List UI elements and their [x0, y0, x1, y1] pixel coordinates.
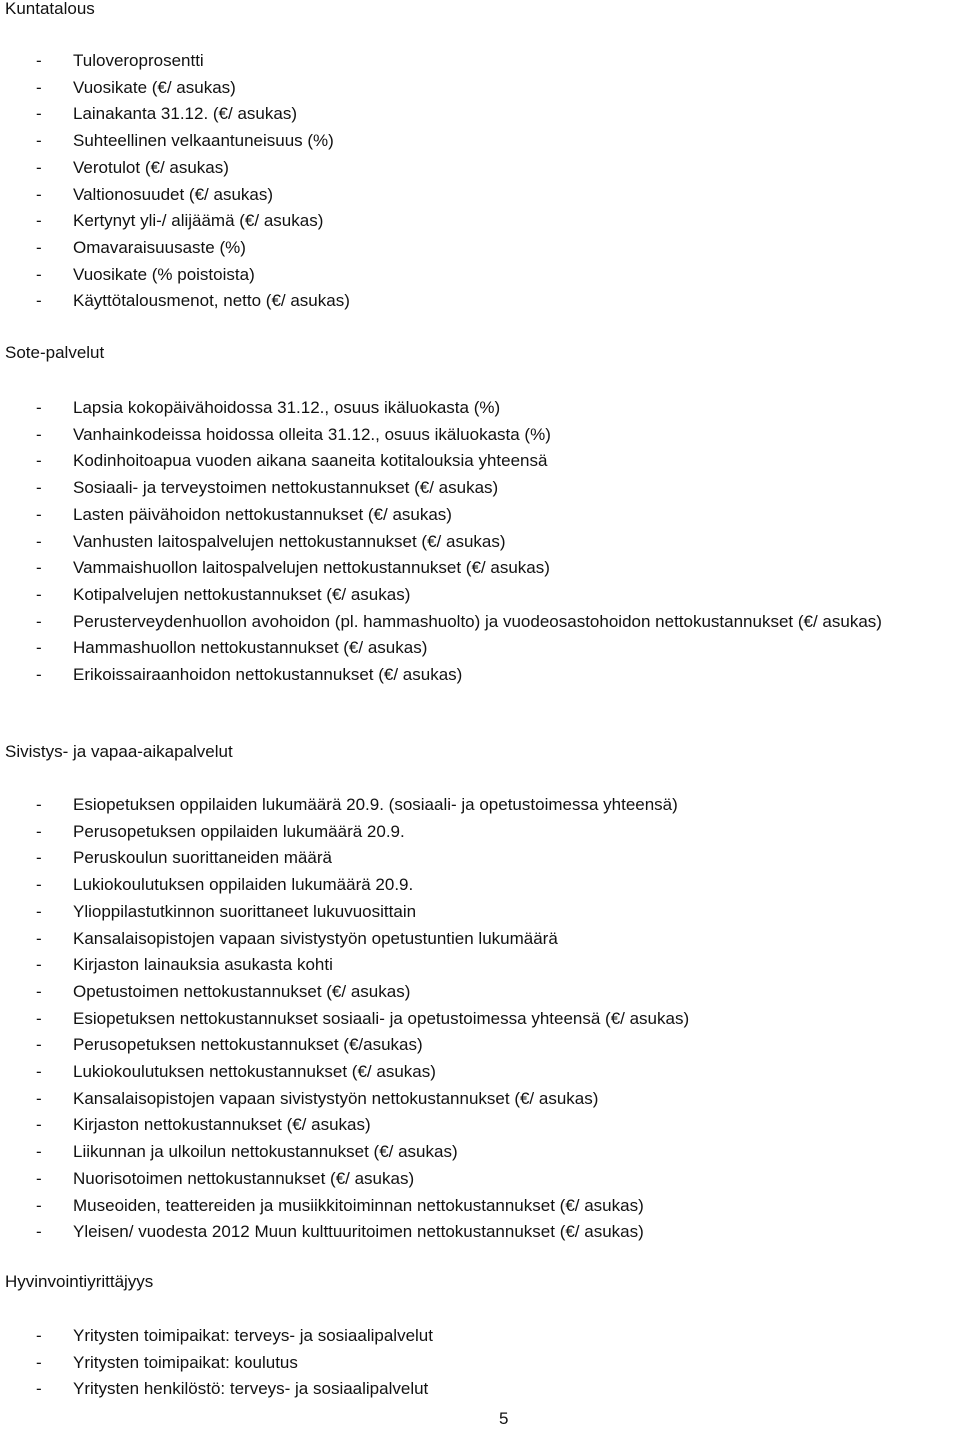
list-item: - Sosiaali- ja terveystoimen nettokustannukset (€/ asukas): [36, 478, 499, 498]
list-item: - Vanhusten laitospalvelujen nettokustannukset (€/ asukas): [36, 531, 506, 551]
list-item: - Suhteellinen velkaantuneisuus (%): [36, 131, 334, 151]
list-item: - Kirjaston lainauksia asukasta kohti: [36, 955, 333, 975]
sote-palvelut-list: [36, 395, 956, 689]
list-item: - Omavaraisuusaste (%): [36, 237, 246, 257]
list-item: - Verotulot (€/ asukas): [36, 157, 229, 177]
list-item: - Vanhainkodeissa hoidossa olleita 31.12., osuus ikäluokasta (%): [36, 424, 551, 444]
list-item: - Vuosikate (% poistoista): [36, 264, 255, 284]
list-item: - Kertynyt yli-/ alijäämä (€/ asukas): [36, 211, 324, 231]
list-item: - Museoiden, teattereiden ja musiikkitoiminnan nettokustannukset (€/ asukas): [36, 1195, 644, 1215]
list-item: - Liikunnan ja ulkoilun nettokustannukset (€/ asukas): [36, 1142, 458, 1162]
list-item: - Lukiokoulutuksen nettokustannukset (€/ asukas): [36, 1062, 436, 1082]
list-item: - Valtionosuudet (€/ asukas): [36, 184, 274, 204]
list-item: - Ylioppilastutkinnon suorittaneet lukuvuosittain: [36, 901, 417, 921]
list-item: - Tuloveroprosentti: [36, 51, 204, 70]
section-heading-sivistys: Sivistys- ja vapaa-aikapalvelut: [5, 742, 233, 761]
sivistys-list: [36, 792, 956, 1246]
list-item: - Kansalaisopistojen vapaan sivistystyön opetustuntien lukumäärä: [36, 928, 558, 948]
page-number: 5: [499, 1409, 509, 1428]
list-item: - Peruskoulun suorittaneiden määrä: [36, 848, 332, 868]
list-item: - Lapsia kokopäivähoidossa 31.12., osuus ikäluokasta (%): [36, 398, 501, 417]
list-item: - Kansalaisopistojen vapaan sivistystyön nettokustannukset (€/ asukas): [36, 1088, 599, 1108]
list-item: - Yritysten henkilöstö: terveys- ja sosiaalipalvelut: [36, 1379, 429, 1399]
list-item: - Lasten päivähoidon nettokustannukset (€/ asukas): [36, 504, 452, 524]
kuntatalous-list: [36, 48, 956, 315]
list-item: - Lainakanta 31.12. (€/ asukas): [36, 104, 297, 124]
list-item: - Esiopetuksen oppilaiden lukumäärä 20.9. (sosiaali- ja opetustoimessa yhteensä): [36, 795, 678, 814]
list-item: - Käyttötalousmenot, netto (€/ asukas): [36, 291, 350, 311]
list-item: - Kotipalvelujen nettokustannukset (€/ asukas): [36, 584, 411, 604]
list-item: - Nuorisotoimen nettokustannukset (€/ asukas): [36, 1168, 415, 1188]
list-item: - Perusopetuksen nettokustannukset (€/asukas): [36, 1035, 423, 1055]
list-item: - Perusterveydenhuollon avohoidon (pl. hammashuolto) ja vuodeosastohoidon nettokustannukset (€/ asukas): [36, 611, 882, 631]
list-item: - Yritysten toimipaikat: koulutus: [36, 1352, 298, 1372]
list-item: - Kodinhoitoapua vuoden aikana saaneita kotitalouksia yhteensä: [36, 451, 548, 471]
section-heading-kuntatalous: Kuntatalous: [5, 0, 95, 18]
list-item: - Vammaishuollon laitospalvelujen nettokustannukset (€/ asukas): [36, 558, 550, 578]
section-heading-hyvinvointiyrittajyys: Hyvinvointiyrittäjyys: [5, 1272, 154, 1291]
list-item: - Kirjaston nettokustannukset (€/ asukas): [36, 1115, 371, 1135]
section-heading-sote-palvelut: Sote-palvelut: [5, 343, 105, 362]
hyvinvointiyrittajyys-list: [36, 1323, 956, 1403]
list-item: - Hammashuollon nettokustannukset (€/ asukas): [36, 638, 428, 658]
list-item: - Esiopetuksen nettokustannukset sosiaali- ja opetustoimessa yhteensä (€/ asukas): [36, 1008, 690, 1028]
list-item: - Lukiokoulutuksen oppilaiden lukumäärä 20.9.: [36, 875, 414, 895]
list-item: - Yleisen/ vuodesta 2012 Muun kulttuuritoimen nettokustannukset (€/ asukas): [36, 1222, 644, 1242]
list-item: - Perusopetuksen oppilaiden lukumäärä 20.9.: [36, 821, 405, 841]
list-item: - Opetustoimen nettokustannukset (€/ asukas): [36, 981, 411, 1001]
list-item: - Vuosikate (€/ asukas): [36, 77, 236, 97]
list-item: - Erikoissairaanhoidon nettokustannukset (€/ asukas): [36, 665, 463, 685]
list-item: - Yritysten toimipaikat: terveys- ja sosiaalipalvelut: [36, 1326, 433, 1345]
